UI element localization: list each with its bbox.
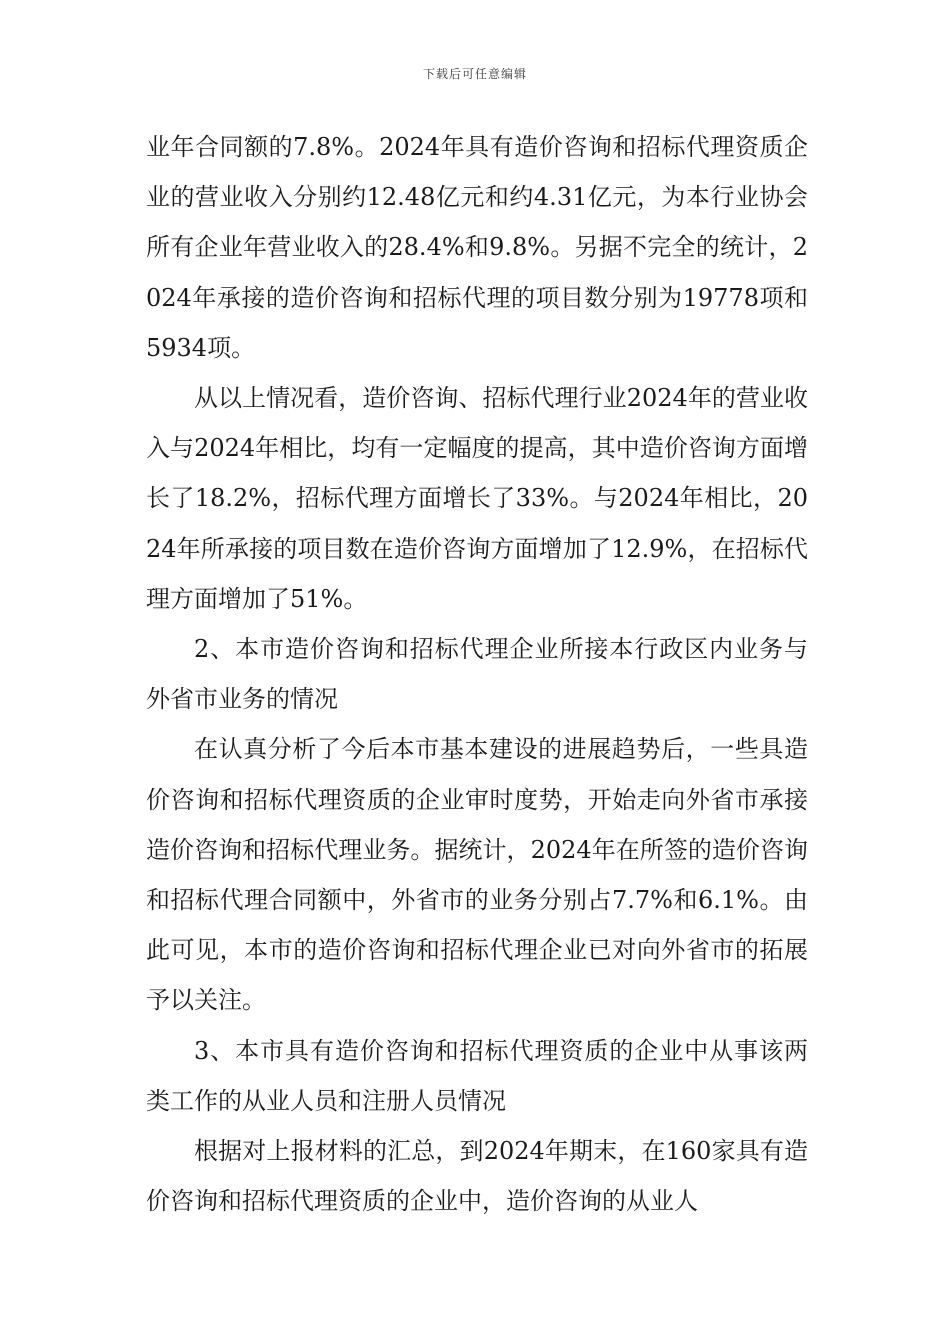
- page-header-note: 下载后可任意编辑: [422, 67, 527, 81]
- paragraph-3: 在认真分析了今后本市基本建设的进展趋势后，一些具造价咨询和招标代理资质的企业审时度势，开始走向外省市承接造价咨询和招标代理业务。据统计，2024年在所签的造价咨询和招标代理合同额中，外省市的业务分别占7.7%和6.1%。由此可见，本市的造价咨询和招标代理企业已对向外省市的拓展予以关注。: [146, 735, 808, 1015]
- paragraph-2: 从以上情况看，造价咨询、招标代理行业2024年的营业收入与2024年相比，均有一定幅度的提高，其中造价咨询方面增长了18.2%，招标代理方面增长了33%。与2024年相比，2024年所承接的项目数在造价咨询方面增加了12.9%，在招标代理方面增加了51%。: [146, 384, 808, 613]
- paragraph-4: 根据对上报材料的汇总，到2024年期末，在160家具有造价咨询和招标代理资质的企业中，造价咨询的从业人: [146, 1137, 808, 1216]
- document-body: [146, 122, 808, 1226]
- section-heading-2: 2、本市造价咨询和招标代理企业所接本行政区内业务与外省市业务的情况: [146, 635, 808, 714]
- section-heading-3: 3、本市具有造价咨询和招标代理资质的企业中从事该两类工作的从业人员和注册人员情况: [146, 1036, 808, 1115]
- paragraph-1: 业年合同额的7.8%。2024年具有造价咨询和招标代理资质企业的营业收入分别约12.48亿元和约4.31亿元，为本行业协会所有企业年营业收入的28.4%和9.8%。另据不完全的统计，2024年承接的造价咨询和招标代理的项目数分别为19778项和5934项。: [146, 133, 808, 362]
